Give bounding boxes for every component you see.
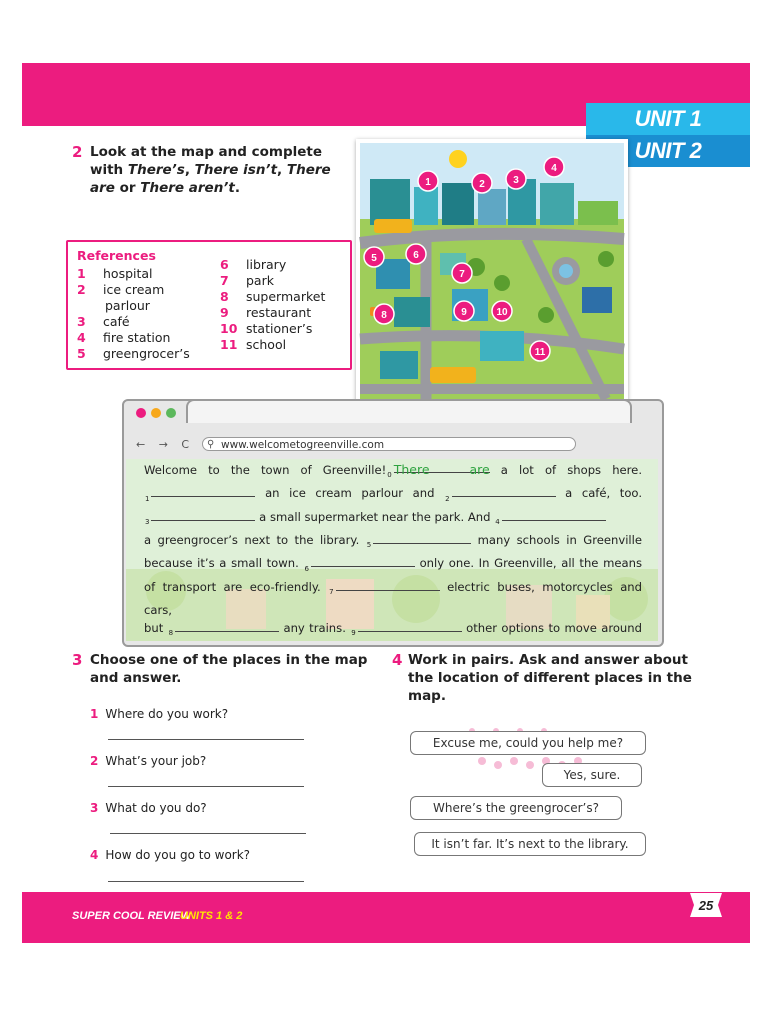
map-marker-6: 6 bbox=[413, 250, 419, 261]
search-icon: ⚲ bbox=[207, 439, 215, 450]
answer-line-1[interactable] bbox=[108, 739, 304, 740]
gap-4[interactable] bbox=[502, 509, 606, 521]
webpage-content bbox=[126, 459, 658, 641]
map-marker-11: 11 bbox=[534, 347, 546, 358]
map-marker-7: 7 bbox=[459, 269, 465, 280]
address-url: www.welcometogreenville.com bbox=[221, 439, 385, 451]
answer-line-2[interactable] bbox=[108, 786, 304, 787]
question-4: 4 How do you go to work? bbox=[90, 848, 251, 862]
unit-2-tab: UNIT 2 bbox=[586, 135, 750, 167]
gap-9[interactable] bbox=[358, 620, 462, 632]
gap-1[interactable] bbox=[151, 485, 255, 497]
gap-fill-text: Welcome to the town of $Greenville!_0$ There are a lot of shops here. $_1$ an ice cream parlour and $_2$ a café, too. $_3$ a small supermarket near the park. And $_4$ a greengrocer’s next to the library. $_5$ many schools in Greenville because it’s a small town. $_6$ only one. In Greenville, all the means of transport are eco-friendly. $_7$ electric buses, motorcycles and cars, but $_8$ any trains. $_9$ other options to move around bbox=[144, 461, 642, 641]
town-map-illustration bbox=[356, 139, 628, 403]
reference-item: 4 fire station bbox=[77, 330, 171, 345]
question-1: 1 Where do you work? bbox=[90, 707, 229, 721]
reference-item: parlour bbox=[105, 298, 150, 313]
footer-title: SUPER COOL REVIEW bbox=[72, 910, 191, 922]
reference-item: 5 greengrocer’s bbox=[77, 346, 190, 361]
browser-nav-icons: ← → C bbox=[136, 438, 195, 451]
speech-bubble-4: It isn’t far. It’s next to the library. bbox=[414, 832, 646, 856]
town-map bbox=[356, 139, 628, 403]
unit-1-tab: UNIT 1 bbox=[586, 103, 750, 135]
speech-bubble-2: Yes, sure. bbox=[542, 763, 642, 787]
answer-line-4[interactable] bbox=[108, 881, 304, 882]
reference-item: 10 stationer’s bbox=[220, 321, 313, 336]
answer-line-3[interactable] bbox=[110, 833, 306, 834]
minimize-window-dot bbox=[151, 408, 161, 418]
exercise-3-instructions: Choose one of the places in the map and answer. bbox=[90, 652, 368, 686]
references-title: References bbox=[77, 248, 156, 263]
reference-item: 2 ice cream bbox=[77, 282, 165, 297]
speech-bubble-3: Where’s the greengrocer’s? bbox=[410, 796, 622, 820]
gap-6[interactable] bbox=[311, 555, 415, 567]
map-marker-9: 9 bbox=[461, 307, 467, 318]
close-window-dot bbox=[136, 408, 146, 418]
halftone-decoration bbox=[382, 691, 722, 891]
reference-item: 9 restaurant bbox=[220, 305, 312, 320]
workbook-page bbox=[22, 63, 750, 943]
reference-item: 11 school bbox=[220, 337, 287, 352]
address-bar bbox=[202, 437, 576, 451]
map-marker-3: 3 bbox=[513, 175, 519, 186]
page-number: 25 bbox=[698, 897, 714, 913]
references-box bbox=[66, 240, 352, 370]
map-marker-8: 8 bbox=[381, 310, 387, 321]
reference-item: 7 park bbox=[220, 273, 274, 288]
exercise-2-number: 2 bbox=[72, 143, 83, 161]
exercise-2-instructions: Look at the map and complete with There’s, There isn’t, There are or There aren’t. bbox=[90, 144, 331, 196]
reference-item: 1 hospital bbox=[77, 266, 153, 281]
question-2: 2 What’s your job? bbox=[90, 754, 207, 768]
map-marker-4: 4 bbox=[551, 163, 557, 174]
maximize-window-dot bbox=[166, 408, 176, 418]
speech-bubble-1: Excuse me, could you help me? bbox=[410, 731, 646, 755]
reference-item: 3 café bbox=[77, 314, 130, 329]
map-marker-5: 5 bbox=[371, 253, 377, 264]
exercise-4-instructions: Work in pairs. Ask and answer about the location of different places in the map. bbox=[408, 652, 692, 704]
question-3: 3 What do you do? bbox=[90, 801, 207, 815]
browser-tab bbox=[186, 399, 632, 423]
reference-item: 6 library bbox=[220, 257, 287, 272]
gap-8[interactable] bbox=[175, 620, 279, 632]
gap-3[interactable] bbox=[151, 509, 255, 521]
footer-units: UNITS 1 & 2 bbox=[180, 910, 243, 922]
gap-5[interactable] bbox=[373, 532, 471, 544]
map-marker-10: 10 bbox=[496, 307, 508, 318]
map-marker-1: 1 bbox=[425, 177, 431, 188]
exercise-3-number: 3 bbox=[72, 651, 83, 669]
map-marker-2: 2 bbox=[479, 179, 485, 190]
gap-7[interactable] bbox=[336, 579, 440, 591]
gap-0-answer[interactable]: There are bbox=[393, 462, 490, 477]
browser-window bbox=[122, 399, 664, 647]
gap-2[interactable] bbox=[452, 485, 556, 497]
reference-item: 8 supermarket bbox=[220, 289, 326, 304]
exercise-4-number: 4 bbox=[392, 651, 403, 669]
